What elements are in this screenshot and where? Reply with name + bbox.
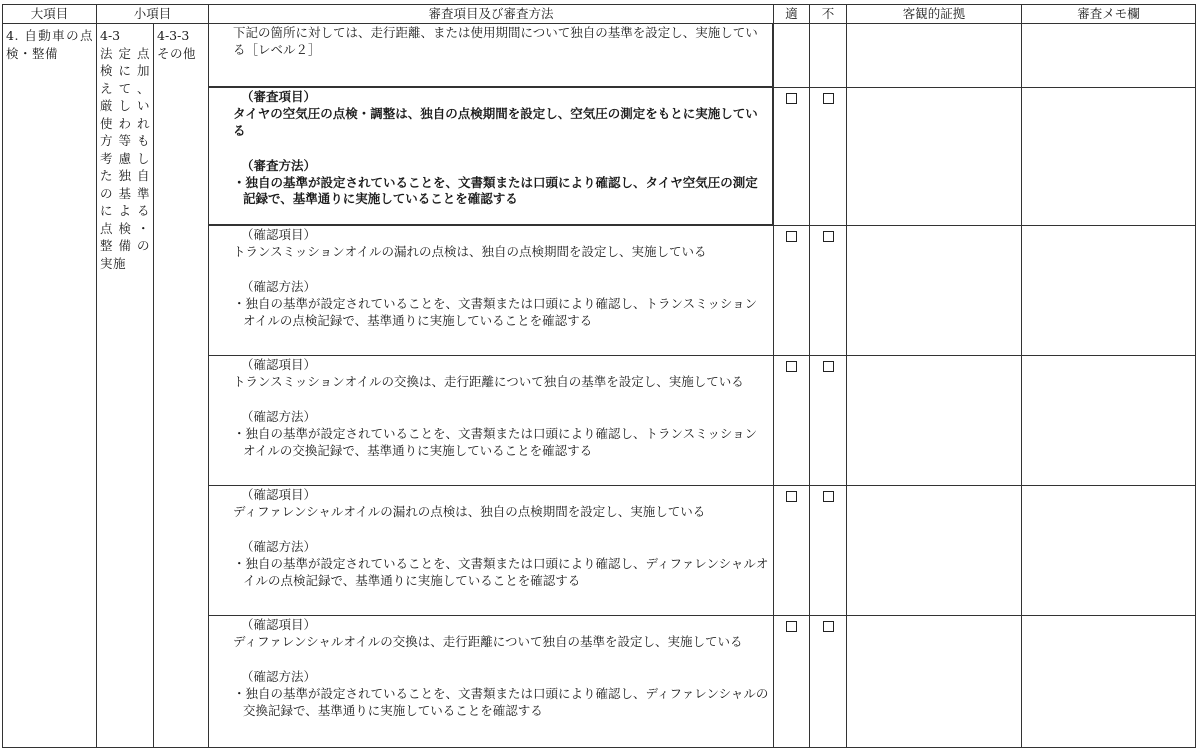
- method-text: ・独自の基準が設定されていることを、文書類または口頭により確認し、ディファレンシャルオイルの点検記録で、基準通りに実施していることを確認する: [233, 555, 769, 588]
- method-text: ・独自の基準が設定されていることを、文書類または口頭により確認し、トランスミッションオイルの交換記録で、基準通りに実施していることを確認する: [233, 425, 758, 458]
- ng-cell[interactable]: [810, 226, 847, 356]
- header-major: 大項目: [3, 5, 97, 24]
- checkbox-icon[interactable]: [786, 93, 797, 104]
- checkbox-icon[interactable]: [786, 621, 797, 632]
- item-label: （審査項目）: [241, 89, 317, 104]
- header-ng: 不: [810, 5, 847, 24]
- item-text: トランスミッションオイルの漏れの点検は、独自の点検期間を設定し、実施している: [233, 243, 707, 259]
- method-text: ・独自の基準が設定されていることを、文書類または口頭により確認し、タイヤ空気圧の測定記録で、基準通りに実施していることを確認する: [233, 174, 758, 207]
- ng-cell[interactable]: [810, 356, 847, 486]
- checkbox-icon[interactable]: [823, 361, 834, 372]
- checkbox-icon[interactable]: [823, 231, 834, 242]
- header-memo: 審査メモ欄: [1022, 5, 1196, 24]
- criteria-cell: [209, 88, 774, 226]
- intro-ng-cell: [810, 24, 847, 88]
- major-item-cell: [3, 24, 97, 748]
- sub-item-code: 4-3-3: [157, 28, 190, 43]
- item-text: ディファレンシャルオイルの交換は、走行距離について独自の基準を設定し、実施している: [233, 633, 743, 649]
- header-method: 審査項目及び審査方法: [209, 5, 774, 24]
- method-text: ・独自の基準が設定されていることを、文書類または口頭により確認し、トランスミッションオイルの点検記録で、基準通りに実施していることを確認する: [233, 295, 758, 328]
- method-label: （確認方法）: [241, 538, 317, 554]
- intro-evidence-cell: [847, 24, 1022, 88]
- evidence-cell[interactable]: [847, 88, 1022, 226]
- criteria-cell: [209, 486, 774, 616]
- ok-cell[interactable]: [774, 616, 810, 748]
- ng-cell[interactable]: [810, 88, 847, 226]
- sub-item-text: その他: [157, 45, 197, 61]
- checkbox-icon[interactable]: [823, 621, 834, 632]
- header-ok: 適: [774, 5, 810, 24]
- checkbox-icon[interactable]: [786, 491, 797, 502]
- method-label: （確認方法）: [241, 668, 317, 684]
- ok-cell[interactable]: [774, 486, 810, 616]
- evidence-cell[interactable]: [847, 486, 1022, 616]
- header-minor: 小項目: [97, 5, 209, 24]
- minor-item-text: 法定点検に加えて、厳しい使われ方等も考慮した独自の基準による点検・整備の実施: [100, 45, 150, 271]
- intro-memo-cell: [1022, 24, 1196, 88]
- intro-text: 下記の箇所に対しては、走行距離、または使用期間について独自の基準を設定し、実施している［レベル２］: [233, 25, 758, 57]
- evidence-cell[interactable]: [847, 226, 1022, 356]
- minor-item-code: 4-3: [100, 28, 121, 43]
- method-text: ・独自の基準が設定されていることを、文書類または口頭により確認し、ディファレンシャルの交換記録で、基準通りに実施していることを確認する: [233, 685, 769, 718]
- criteria-cell: [209, 226, 774, 356]
- method-label: （審査方法）: [241, 157, 317, 173]
- header-evidence: 客観的証拠: [847, 5, 1022, 24]
- criteria-cell: [209, 616, 774, 748]
- ok-cell[interactable]: [774, 226, 810, 356]
- ok-cell[interactable]: [774, 88, 810, 226]
- ng-cell[interactable]: [810, 616, 847, 748]
- ng-cell[interactable]: [810, 486, 847, 616]
- method-label: （確認方法）: [241, 408, 317, 424]
- item-text: タイヤの空気圧の点検・調整は、独自の点検期間を設定し、空気圧の測定をもとに実施している: [233, 105, 758, 138]
- item-text: ディファレンシャルオイルの漏れの点検は、独自の点検期間を設定し、実施している: [233, 503, 706, 519]
- method-label: （確認方法）: [241, 278, 317, 294]
- intro-row: [3, 24, 1196, 88]
- checkbox-icon[interactable]: [823, 491, 834, 502]
- intro-ok-cell: [774, 24, 810, 88]
- criteria-cell: [209, 356, 774, 486]
- item-label: （確認項目）: [241, 227, 317, 242]
- memo-cell[interactable]: [1022, 616, 1196, 748]
- memo-cell[interactable]: [1022, 226, 1196, 356]
- item-text: トランスミッションオイルの交換は、走行距離について独自の基準を設定し、実施している: [233, 373, 744, 389]
- checkbox-icon[interactable]: [786, 361, 797, 372]
- memo-cell[interactable]: [1022, 356, 1196, 486]
- major-item-text: 4. 自動車の点検・整備: [6, 28, 93, 61]
- item-label: （確認項目）: [241, 487, 317, 502]
- ok-cell[interactable]: [774, 356, 810, 486]
- evidence-cell[interactable]: [847, 616, 1022, 748]
- item-label: （確認項目）: [241, 357, 317, 372]
- audit-checklist-table: [2, 4, 1196, 748]
- checkbox-icon[interactable]: [823, 93, 834, 104]
- item-label: （確認項目）: [241, 617, 317, 632]
- evidence-cell[interactable]: [847, 356, 1022, 486]
- sub-item-cell: [154, 24, 209, 748]
- minor-item-cell: [97, 24, 154, 748]
- memo-cell[interactable]: [1022, 486, 1196, 616]
- checkbox-icon[interactable]: [786, 231, 797, 242]
- intro-text-cell: [209, 24, 774, 88]
- header-row: [3, 5, 1196, 24]
- memo-cell[interactable]: [1022, 88, 1196, 226]
